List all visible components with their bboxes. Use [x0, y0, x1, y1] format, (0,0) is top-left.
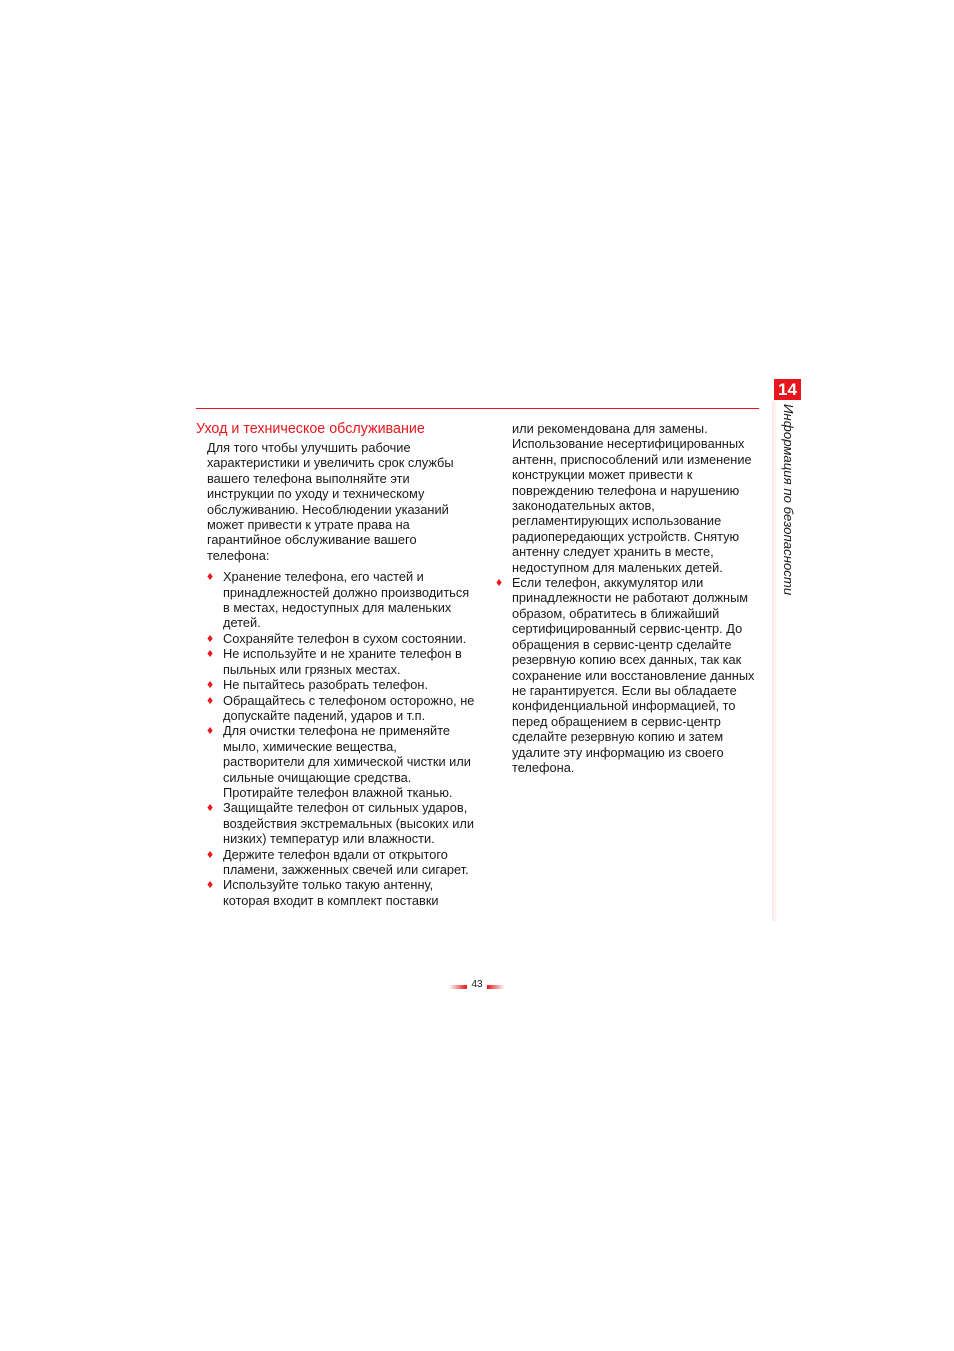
list-item	[207, 693, 477, 724]
section-heading: Уход и техническое обслуживание	[196, 421, 425, 437]
diamond-bullet-icon: ♦	[207, 677, 214, 692]
list-item	[207, 800, 477, 846]
diamond-bullet-icon: ♦	[496, 575, 503, 590]
diamond-bullet-icon: ♦	[207, 846, 214, 861]
diamond-bullet-icon: ♦	[207, 877, 214, 892]
list-item	[207, 723, 477, 800]
list-item	[207, 631, 477, 646]
intro-paragraph: Для того чтобы улучшить рабочие характеристики и увеличить срок службы вашего телефона выполняйте эти инструкции по уходу и техническому обслуживанию. Несоблюдении указаний может привести к утрате права на гарантийное обслуживание вашего телефона:	[207, 440, 454, 563]
list-item	[496, 575, 766, 775]
list-item	[207, 646, 477, 677]
diamond-bullet-icon: ♦	[207, 569, 214, 584]
list-item	[207, 569, 477, 631]
care-instructions-list	[207, 569, 477, 908]
diamond-bullet-icon: ♦	[207, 646, 214, 661]
list-item	[207, 677, 477, 692]
footer-bar-left	[449, 985, 467, 989]
list-item	[207, 877, 477, 908]
diamond-bullet-icon: ♦	[207, 800, 214, 815]
right-column	[496, 421, 766, 775]
list-item-text: Держите телефон вдали от открытого пламени, зажженных свечей или сигарет.	[223, 846, 469, 877]
diamond-bullet-icon: ♦	[207, 630, 214, 645]
diamond-bullet-icon: ♦	[207, 723, 214, 738]
list-item-text: Сохраняйте телефон в сухом состоянии.	[223, 630, 467, 646]
chapter-number-badge: 14	[774, 379, 801, 400]
list-item-text: Не используйте и не храните телефон в пыльных или грязных местах.	[223, 646, 462, 677]
page-number: 43	[471, 979, 483, 990]
page-footer	[449, 977, 505, 993]
footer-bar-right	[487, 985, 505, 989]
list-item	[207, 847, 477, 878]
left-column	[207, 440, 477, 908]
list-item-text: Для очистки телефона не применяйте мыло, химические вещества, растворители для химической чистки или сильные очищающие средства. Протирайте телефон влажной тканью.	[223, 723, 471, 800]
list-item-text: Хранение телефона, его частей и принадлежностей должно производиться в местах, недоступных для маленьких детей.	[223, 569, 470, 631]
list-item-text: Используйте только такую антенну, которая входит в комплект поставки	[223, 877, 439, 908]
list-item-text: Если телефон, аккумулятор или принадлежности не работают должным образом, обратитесь в ближайший сертифицированный сервис-центр. До обращения в сервис-центр сделайте резервную копию всех данных, так как сохранение или восстановление данных не гарантируется. Если вы обладаете конфиденциальной информацией, то перед обращением в сервис-центр сделайте резервную копию и затем удалите эту информацию из своего телефона.	[512, 575, 755, 775]
header-rule	[196, 408, 759, 409]
list-item-text: Защищайте телефон от сильных ударов, воздействия экстремальных (высоких или низких) температур или влажности.	[223, 800, 475, 847]
service-instructions-list	[496, 575, 766, 775]
chapter-title: Информация по безопасности	[781, 404, 796, 596]
continuation-paragraph: или рекомендована для замены. Использование несертифицированных антенн, приспособлений или изменение конструкции может привести к повреждению телефона и нарушению законодательных актов, регламентирующих использование радиопередающих устройств. Снятую антенну следует хранить в месте, недоступном для маленьких детей.	[512, 421, 752, 575]
side-decoration	[772, 401, 778, 921]
list-item-text: Не пытайтесь разобрать телефон.	[223, 677, 429, 693]
list-item-text: Обращайтесь с телефоном осторожно, не допускайте падений, ударов и т.п.	[223, 692, 475, 723]
diamond-bullet-icon: ♦	[207, 692, 214, 707]
